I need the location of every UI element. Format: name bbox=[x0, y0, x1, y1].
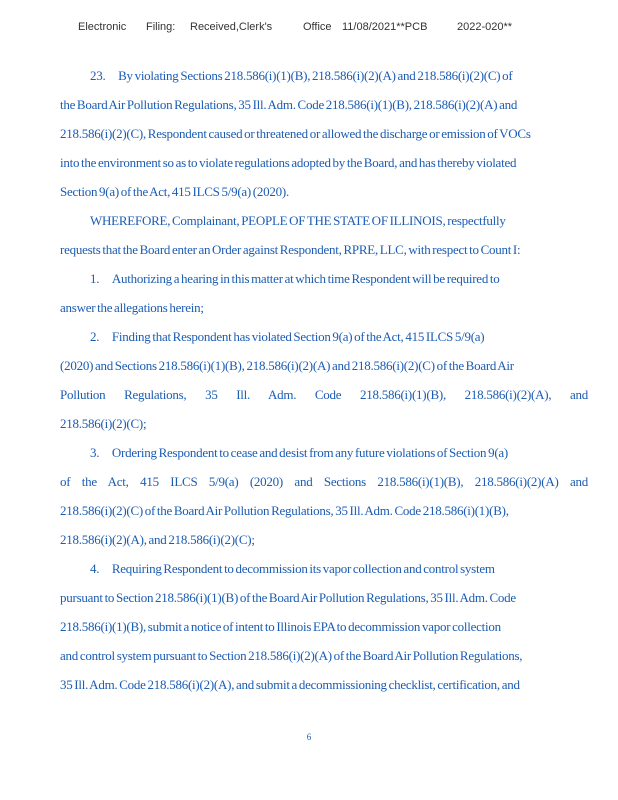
text-line: 35 Ill. Adm. Code 218.586(i)(2)(A), and submit a decommissioning checklist, certification, and bbox=[60, 677, 520, 692]
text-line: 218.586(i)(2)(A), and 218.586(i)(2)(C); bbox=[60, 532, 255, 547]
header-word: Filing: bbox=[146, 21, 176, 33]
filing-header bbox=[78, 21, 590, 36]
text-line: 218.586(i)(1)(B), submit a notice of intent to Illinois EPA to decommission vapor collection bbox=[60, 619, 501, 634]
header-word: 2022-020** bbox=[457, 21, 513, 33]
text-line: Section 9(a) of the Act, 415 ILCS 5/9(a) (2020). bbox=[60, 184, 289, 199]
text-line: (2020) and Sections 218.586(i)(1)(B), 218.586(i)(2)(A) and 218.586(i)(2)(C) of the Board Air bbox=[60, 358, 514, 373]
text-line: 2. Finding that Respondent has violated Section 9(a) of the Act, 415 ILCS 5/9(a) bbox=[90, 329, 485, 344]
text-line: pursuant to Section 218.586(i)(1)(B) of the Board Air Pollution Regulations, 35 Ill. Adm. Code bbox=[60, 590, 516, 605]
text-line: of the Act, 415 ILCS 5/9(a) (2020) and Sections 218.586(i)(1)(B), 218.586(i)(2)(A) and bbox=[60, 474, 588, 489]
text-line: 218.586(i)(2)(C), Respondent caused or threatened or allowed the discharge or emission of VOCs bbox=[60, 126, 531, 141]
header-word: 11/08/2021**PCB bbox=[342, 21, 428, 33]
text-line: 1. Authorizing a hearing in this matter at which time Respondent will be required to bbox=[90, 271, 500, 286]
text-line: 3. Ordering Respondent to cease and desist from any future violations of Section 9(a) bbox=[90, 445, 509, 460]
text-line: 218.586(i)(2)(C); bbox=[60, 416, 147, 431]
text-line: Pollution Regulations, 35 Ill. Adm. Code 218.586(i)(1)(B), 218.586(i)(2)(A), and bbox=[60, 387, 588, 402]
header-word: Received,Clerk's bbox=[190, 21, 273, 33]
text-line: 23. By violating Sections 218.586(i)(1)(B), 218.586(i)(2)(A) and 218.586(i)(2)(C) of bbox=[90, 68, 513, 83]
header-word: Office bbox=[303, 21, 332, 33]
text-line: requests that the Board enter an Order against Respondent, RPRE, LLC, with respect to Count I: bbox=[60, 242, 521, 257]
text-line: answer the allegations herein; bbox=[60, 300, 204, 315]
text-line: into the environment so as to violate regulations adopted by the Board, and has thereby violated bbox=[60, 155, 517, 170]
text-line: 218.586(i)(2)(C) of the Board Air Pollution Regulations, 35 Ill. Adm. Code 218.586(i)(1)(B), bbox=[60, 503, 509, 518]
text-line: WHEREFORE, Complainant, PEOPLE OF THE STATE OF ILLINOIS, respectfully bbox=[90, 213, 506, 228]
text-line: 4. Requiring Respondent to decommission its vapor collection and control system bbox=[90, 561, 495, 576]
page-number: 6 bbox=[306, 732, 312, 742]
document-body bbox=[60, 61, 588, 699]
text-line: the Board Air Pollution Regulations, 35 Ill. Adm. Code 218.586(i)(1)(B), 218.586(i)(2)(A) and bbox=[60, 97, 518, 112]
text-line: and control system pursuant to Section 218.586(i)(2)(A) of the Board Air Pollution Regulations, bbox=[60, 648, 523, 663]
header-word: Electronic bbox=[78, 21, 127, 33]
